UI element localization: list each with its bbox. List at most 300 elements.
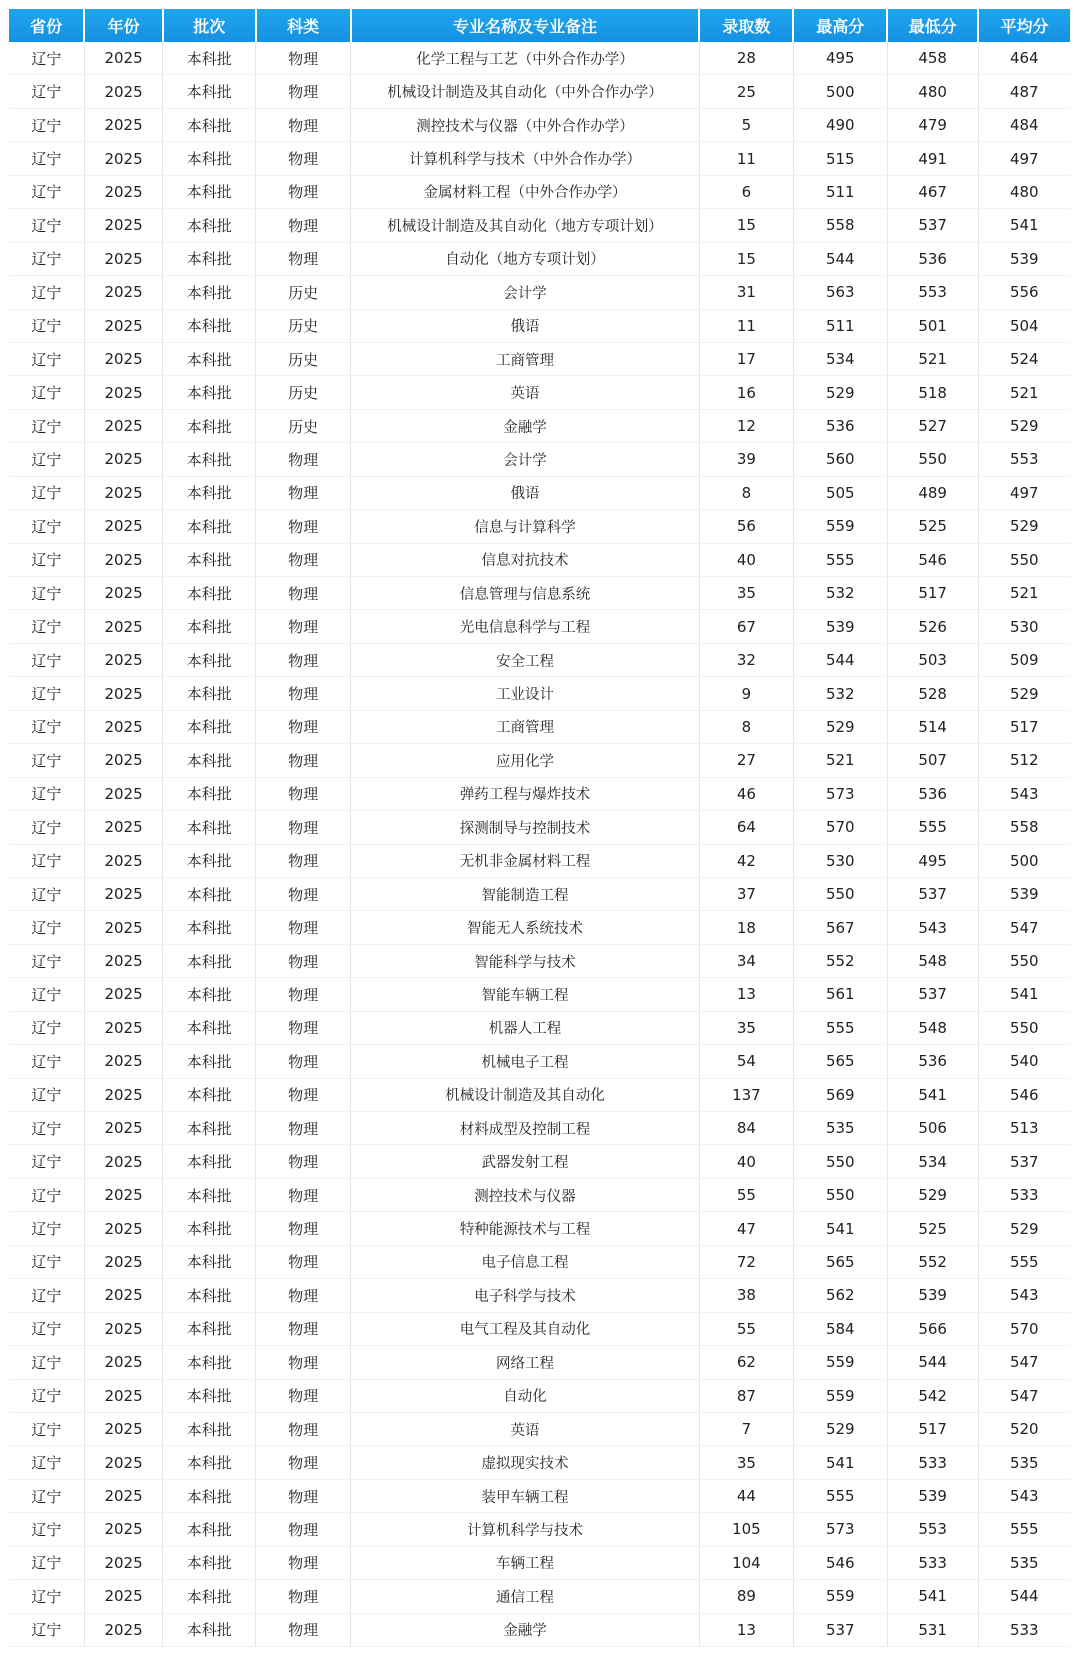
cell-year: 2025 — [84, 1446, 162, 1479]
cell-year: 2025 — [84, 1279, 162, 1312]
admission-table-container — [9, 9, 1070, 1647]
cell-subject-category: 物理 — [256, 476, 351, 509]
cell-admitted-count: 12 — [699, 409, 793, 442]
cell-batch: 本科批 — [163, 1078, 256, 1111]
cell-major-name: 电子科学与技术 — [351, 1279, 700, 1312]
cell-batch: 本科批 — [163, 409, 256, 442]
table-row — [9, 1245, 1070, 1278]
table-row — [9, 1412, 1070, 1445]
cell-major-name: 信息对抗技术 — [351, 543, 700, 576]
cell-batch: 本科批 — [163, 242, 256, 275]
header-min-score: 最低分 — [887, 9, 978, 42]
cell-min-score: 552 — [887, 1245, 978, 1278]
cell-admitted-count: 11 — [699, 309, 793, 342]
cell-admitted-count: 16 — [699, 376, 793, 409]
cell-max-score: 559 — [793, 1346, 887, 1379]
cell-max-score: 550 — [793, 877, 887, 910]
table-row — [9, 75, 1070, 108]
table-row — [9, 42, 1070, 75]
cell-max-score: 555 — [793, 1479, 887, 1512]
cell-admitted-count: 6 — [699, 175, 793, 208]
cell-province: 辽宁 — [9, 242, 84, 275]
table-row — [9, 476, 1070, 509]
cell-admitted-count: 28 — [699, 42, 793, 75]
cell-province: 辽宁 — [9, 1479, 84, 1512]
cell-max-score: 573 — [793, 1513, 887, 1546]
cell-year: 2025 — [84, 577, 162, 610]
cell-subject-category: 物理 — [256, 744, 351, 777]
cell-major-name: 特种能源技术与工程 — [351, 1212, 700, 1245]
cell-max-score: 558 — [793, 209, 887, 242]
cell-avg-score: 546 — [978, 1078, 1070, 1111]
cell-admitted-count: 62 — [699, 1346, 793, 1379]
cell-avg-score: 537 — [978, 1145, 1070, 1178]
table-header — [9, 9, 1070, 42]
cell-major-name: 工业设计 — [351, 677, 700, 710]
cell-max-score: 505 — [793, 476, 887, 509]
cell-min-score: 548 — [887, 1011, 978, 1044]
cell-admitted-count: 35 — [699, 1446, 793, 1479]
cell-admitted-count: 9 — [699, 677, 793, 710]
cell-avg-score: 533 — [978, 1613, 1070, 1646]
table-row — [9, 978, 1070, 1011]
cell-major-name: 材料成型及控制工程 — [351, 1112, 700, 1145]
cell-province: 辽宁 — [9, 710, 84, 743]
cell-province: 辽宁 — [9, 42, 84, 75]
cell-admitted-count: 35 — [699, 1011, 793, 1044]
table-row — [9, 610, 1070, 643]
cell-max-score: 559 — [793, 1379, 887, 1412]
table-row — [9, 1112, 1070, 1145]
cell-year: 2025 — [84, 443, 162, 476]
cell-subject-category: 物理 — [256, 209, 351, 242]
cell-min-score: 544 — [887, 1346, 978, 1379]
cell-min-score: 539 — [887, 1279, 978, 1312]
cell-admitted-count: 7 — [699, 1412, 793, 1445]
cell-subject-category: 物理 — [256, 1412, 351, 1445]
cell-province: 辽宁 — [9, 744, 84, 777]
cell-batch: 本科批 — [163, 577, 256, 610]
cell-subject-category: 物理 — [256, 175, 351, 208]
cell-province: 辽宁 — [9, 911, 84, 944]
cell-year: 2025 — [84, 1379, 162, 1412]
cell-admitted-count: 25 — [699, 75, 793, 108]
cell-min-score: 491 — [887, 142, 978, 175]
cell-province: 辽宁 — [9, 75, 84, 108]
cell-subject-category: 物理 — [256, 1011, 351, 1044]
table-row — [9, 643, 1070, 676]
cell-subject-category: 物理 — [256, 443, 351, 476]
cell-min-score: 517 — [887, 1412, 978, 1445]
cell-province: 辽宁 — [9, 1045, 84, 1078]
cell-major-name: 俄语 — [351, 309, 700, 342]
cell-batch: 本科批 — [163, 476, 256, 509]
cell-major-name: 信息管理与信息系统 — [351, 577, 700, 610]
cell-avg-score: 521 — [978, 376, 1070, 409]
cell-batch: 本科批 — [163, 1546, 256, 1579]
cell-province: 辽宁 — [9, 1513, 84, 1546]
cell-major-name: 测控技术与仪器 — [351, 1178, 700, 1211]
table-row — [9, 1346, 1070, 1379]
cell-max-score: 535 — [793, 1112, 887, 1145]
cell-subject-category: 物理 — [256, 75, 351, 108]
cell-batch: 本科批 — [163, 1580, 256, 1613]
cell-province: 辽宁 — [9, 610, 84, 643]
cell-avg-score: 530 — [978, 610, 1070, 643]
cell-subject-category: 物理 — [256, 510, 351, 543]
cell-major-name: 武器发射工程 — [351, 1145, 700, 1178]
table-row — [9, 209, 1070, 242]
cell-province: 辽宁 — [9, 1379, 84, 1412]
cell-year: 2025 — [84, 1312, 162, 1345]
cell-subject-category: 物理 — [256, 1045, 351, 1078]
cell-avg-score: 541 — [978, 978, 1070, 1011]
cell-year: 2025 — [84, 1078, 162, 1111]
cell-min-score: 541 — [887, 1078, 978, 1111]
cell-major-name: 英语 — [351, 376, 700, 409]
cell-min-score: 458 — [887, 42, 978, 75]
cell-subject-category: 物理 — [256, 142, 351, 175]
cell-major-name: 工商管理 — [351, 710, 700, 743]
cell-admitted-count: 56 — [699, 510, 793, 543]
cell-max-score: 495 — [793, 42, 887, 75]
cell-avg-score: 529 — [978, 1212, 1070, 1245]
cell-province: 辽宁 — [9, 1446, 84, 1479]
cell-max-score: 532 — [793, 677, 887, 710]
cell-max-score: 560 — [793, 443, 887, 476]
table-row — [9, 1078, 1070, 1111]
cell-avg-score: 550 — [978, 944, 1070, 977]
cell-avg-score: 540 — [978, 1045, 1070, 1078]
cell-max-score: 529 — [793, 1412, 887, 1445]
cell-subject-category: 历史 — [256, 309, 351, 342]
cell-province: 辽宁 — [9, 376, 84, 409]
cell-admitted-count: 11 — [699, 142, 793, 175]
table-row — [9, 1446, 1070, 1479]
cell-batch: 本科批 — [163, 911, 256, 944]
cell-avg-score: 521 — [978, 577, 1070, 610]
table-row — [9, 1580, 1070, 1613]
header-major-name: 专业名称及专业备注 — [351, 9, 700, 42]
cell-major-name: 电子信息工程 — [351, 1245, 700, 1278]
cell-province: 辽宁 — [9, 276, 84, 309]
cell-major-name: 金融学 — [351, 1613, 700, 1646]
cell-min-score: 529 — [887, 1178, 978, 1211]
cell-admitted-count: 84 — [699, 1112, 793, 1145]
cell-max-score: 490 — [793, 108, 887, 141]
cell-avg-score: 547 — [978, 1346, 1070, 1379]
cell-subject-category: 历史 — [256, 376, 351, 409]
cell-batch: 本科批 — [163, 1245, 256, 1278]
cell-min-score: 536 — [887, 1045, 978, 1078]
cell-subject-category: 物理 — [256, 1078, 351, 1111]
cell-batch: 本科批 — [163, 543, 256, 576]
cell-year: 2025 — [84, 1011, 162, 1044]
table-row — [9, 242, 1070, 275]
table-row — [9, 309, 1070, 342]
table-row — [9, 1479, 1070, 1512]
table-row — [9, 744, 1070, 777]
cell-avg-score: 484 — [978, 108, 1070, 141]
cell-admitted-count: 38 — [699, 1279, 793, 1312]
cell-province: 辽宁 — [9, 844, 84, 877]
cell-admitted-count: 104 — [699, 1546, 793, 1579]
cell-province: 辽宁 — [9, 1011, 84, 1044]
table-row — [9, 1613, 1070, 1646]
cell-avg-score: 464 — [978, 42, 1070, 75]
cell-admitted-count: 87 — [699, 1379, 793, 1412]
cell-year: 2025 — [84, 1145, 162, 1178]
cell-max-score: 511 — [793, 175, 887, 208]
cell-subject-category: 物理 — [256, 42, 351, 75]
cell-batch: 本科批 — [163, 142, 256, 175]
cell-year: 2025 — [84, 309, 162, 342]
cell-batch: 本科批 — [163, 443, 256, 476]
cell-max-score: 536 — [793, 409, 887, 442]
cell-subject-category: 物理 — [256, 1446, 351, 1479]
table-row — [9, 777, 1070, 810]
cell-year: 2025 — [84, 142, 162, 175]
cell-min-score: 539 — [887, 1479, 978, 1512]
table-row — [9, 811, 1070, 844]
cell-year: 2025 — [84, 978, 162, 1011]
cell-province: 辽宁 — [9, 309, 84, 342]
cell-subject-category: 物理 — [256, 1312, 351, 1345]
cell-max-score: 565 — [793, 1045, 887, 1078]
cell-max-score: 546 — [793, 1546, 887, 1579]
cell-min-score: 555 — [887, 811, 978, 844]
cell-batch: 本科批 — [163, 1178, 256, 1211]
cell-province: 辽宁 — [9, 643, 84, 676]
cell-major-name: 智能科学与技术 — [351, 944, 700, 977]
cell-min-score: 480 — [887, 75, 978, 108]
cell-min-score: 506 — [887, 1112, 978, 1145]
table-row — [9, 276, 1070, 309]
cell-min-score: 528 — [887, 677, 978, 710]
cell-year: 2025 — [84, 844, 162, 877]
cell-batch: 本科批 — [163, 1346, 256, 1379]
table-row — [9, 911, 1070, 944]
cell-admitted-count: 47 — [699, 1212, 793, 1245]
cell-year: 2025 — [84, 1580, 162, 1613]
cell-batch: 本科批 — [163, 175, 256, 208]
cell-subject-category: 物理 — [256, 1613, 351, 1646]
cell-major-name: 会计学 — [351, 443, 700, 476]
table-row — [9, 108, 1070, 141]
cell-admitted-count: 31 — [699, 276, 793, 309]
cell-batch: 本科批 — [163, 1045, 256, 1078]
cell-avg-score: 529 — [978, 409, 1070, 442]
cell-province: 辽宁 — [9, 1212, 84, 1245]
cell-major-name: 机械设计制造及其自动化（地方专项计划） — [351, 209, 700, 242]
cell-year: 2025 — [84, 811, 162, 844]
cell-batch: 本科批 — [163, 209, 256, 242]
cell-major-name: 机械设计制造及其自动化 — [351, 1078, 700, 1111]
cell-avg-score: 535 — [978, 1546, 1070, 1579]
cell-major-name: 装甲车辆工程 — [351, 1479, 700, 1512]
cell-year: 2025 — [84, 175, 162, 208]
cell-subject-category: 物理 — [256, 1580, 351, 1613]
cell-major-name: 网络工程 — [351, 1346, 700, 1379]
cell-admitted-count: 105 — [699, 1513, 793, 1546]
cell-batch: 本科批 — [163, 844, 256, 877]
cell-year: 2025 — [84, 376, 162, 409]
cell-admitted-count: 27 — [699, 744, 793, 777]
cell-major-name: 虚拟现实技术 — [351, 1446, 700, 1479]
cell-min-score: 525 — [887, 510, 978, 543]
cell-province: 辽宁 — [9, 577, 84, 610]
cell-province: 辽宁 — [9, 978, 84, 1011]
header-province: 省份 — [9, 9, 84, 42]
cell-year: 2025 — [84, 944, 162, 977]
cell-year: 2025 — [84, 409, 162, 442]
cell-min-score: 518 — [887, 376, 978, 409]
cell-avg-score: 535 — [978, 1446, 1070, 1479]
cell-min-score: 479 — [887, 108, 978, 141]
cell-min-score: 501 — [887, 309, 978, 342]
cell-major-name: 无机非金属材料工程 — [351, 844, 700, 877]
cell-min-score: 536 — [887, 777, 978, 810]
cell-province: 辽宁 — [9, 1112, 84, 1145]
cell-year: 2025 — [84, 242, 162, 275]
cell-max-score: 539 — [793, 610, 887, 643]
cell-avg-score: 487 — [978, 75, 1070, 108]
cell-major-name: 测控技术与仪器（中外合作办学） — [351, 108, 700, 141]
cell-province: 辽宁 — [9, 1580, 84, 1613]
cell-admitted-count: 44 — [699, 1479, 793, 1512]
table-row — [9, 1279, 1070, 1312]
table-row — [9, 1011, 1070, 1044]
cell-subject-category: 历史 — [256, 409, 351, 442]
cell-max-score: 511 — [793, 309, 887, 342]
table-row — [9, 376, 1070, 409]
cell-min-score: 521 — [887, 342, 978, 375]
cell-avg-score: 541 — [978, 209, 1070, 242]
cell-subject-category: 物理 — [256, 108, 351, 141]
cell-year: 2025 — [84, 1412, 162, 1445]
cell-subject-category: 物理 — [256, 777, 351, 810]
cell-min-score: 548 — [887, 944, 978, 977]
cell-max-score: 563 — [793, 276, 887, 309]
header-row — [9, 9, 1070, 42]
cell-major-name: 探测制导与控制技术 — [351, 811, 700, 844]
cell-batch: 本科批 — [163, 643, 256, 676]
cell-avg-score: 480 — [978, 175, 1070, 208]
cell-subject-category: 物理 — [256, 978, 351, 1011]
table-row — [9, 877, 1070, 910]
cell-subject-category: 物理 — [256, 643, 351, 676]
cell-avg-score: 570 — [978, 1312, 1070, 1345]
cell-major-name: 车辆工程 — [351, 1546, 700, 1579]
cell-subject-category: 物理 — [256, 1212, 351, 1245]
cell-max-score: 584 — [793, 1312, 887, 1345]
cell-batch: 本科批 — [163, 1613, 256, 1646]
cell-year: 2025 — [84, 476, 162, 509]
table-row — [9, 677, 1070, 710]
cell-min-score: 546 — [887, 543, 978, 576]
cell-year: 2025 — [84, 510, 162, 543]
cell-subject-category: 物理 — [256, 242, 351, 275]
cell-avg-score: 517 — [978, 710, 1070, 743]
cell-min-score: 542 — [887, 1379, 978, 1412]
cell-max-score: 565 — [793, 1245, 887, 1278]
cell-major-name: 计算机科学与技术 — [351, 1513, 700, 1546]
cell-major-name: 应用化学 — [351, 744, 700, 777]
cell-admitted-count: 40 — [699, 543, 793, 576]
cell-subject-category: 历史 — [256, 276, 351, 309]
cell-batch: 本科批 — [163, 610, 256, 643]
cell-max-score: 555 — [793, 543, 887, 576]
cell-admitted-count: 55 — [699, 1312, 793, 1345]
cell-admitted-count: 137 — [699, 1078, 793, 1111]
cell-subject-category: 物理 — [256, 844, 351, 877]
cell-subject-category: 物理 — [256, 811, 351, 844]
table-row — [9, 844, 1070, 877]
cell-year: 2025 — [84, 1346, 162, 1379]
cell-avg-score: 539 — [978, 242, 1070, 275]
cell-max-score: 541 — [793, 1446, 887, 1479]
cell-province: 辽宁 — [9, 677, 84, 710]
cell-min-score: 553 — [887, 1513, 978, 1546]
cell-avg-score: 539 — [978, 877, 1070, 910]
cell-subject-category: 物理 — [256, 1379, 351, 1412]
cell-province: 辽宁 — [9, 543, 84, 576]
header-admitted-count: 录取数 — [699, 9, 793, 42]
cell-admitted-count: 67 — [699, 610, 793, 643]
cell-major-name: 智能制造工程 — [351, 877, 700, 910]
cell-province: 辽宁 — [9, 1245, 84, 1278]
cell-max-score: 569 — [793, 1078, 887, 1111]
cell-max-score: 552 — [793, 944, 887, 977]
cell-major-name: 智能车辆工程 — [351, 978, 700, 1011]
cell-province: 辽宁 — [9, 1546, 84, 1579]
cell-min-score: 503 — [887, 643, 978, 676]
cell-max-score: 562 — [793, 1279, 887, 1312]
cell-max-score: 550 — [793, 1178, 887, 1211]
cell-batch: 本科批 — [163, 376, 256, 409]
cell-batch: 本科批 — [163, 510, 256, 543]
cell-year: 2025 — [84, 108, 162, 141]
cell-admitted-count: 5 — [699, 108, 793, 141]
cell-avg-score: 529 — [978, 677, 1070, 710]
cell-year: 2025 — [84, 1045, 162, 1078]
cell-batch: 本科批 — [163, 677, 256, 710]
cell-batch: 本科批 — [163, 309, 256, 342]
cell-admitted-count: 54 — [699, 1045, 793, 1078]
cell-batch: 本科批 — [163, 276, 256, 309]
cell-avg-score: 547 — [978, 911, 1070, 944]
cell-subject-category: 物理 — [256, 1112, 351, 1145]
table-row — [9, 543, 1070, 576]
cell-year: 2025 — [84, 677, 162, 710]
cell-major-name: 弹药工程与爆炸技术 — [351, 777, 700, 810]
cell-subject-category: 物理 — [256, 610, 351, 643]
cell-avg-score: 529 — [978, 510, 1070, 543]
cell-province: 辽宁 — [9, 1145, 84, 1178]
cell-admitted-count: 17 — [699, 342, 793, 375]
cell-min-score: 525 — [887, 1212, 978, 1245]
cell-year: 2025 — [84, 209, 162, 242]
cell-subject-category: 物理 — [256, 1546, 351, 1579]
cell-admitted-count: 55 — [699, 1178, 793, 1211]
cell-admitted-count: 15 — [699, 242, 793, 275]
cell-avg-score: 553 — [978, 443, 1070, 476]
cell-max-score: 521 — [793, 744, 887, 777]
cell-avg-score: 524 — [978, 342, 1070, 375]
cell-admitted-count: 39 — [699, 443, 793, 476]
cell-max-score: 573 — [793, 777, 887, 810]
cell-batch: 本科批 — [163, 1011, 256, 1044]
